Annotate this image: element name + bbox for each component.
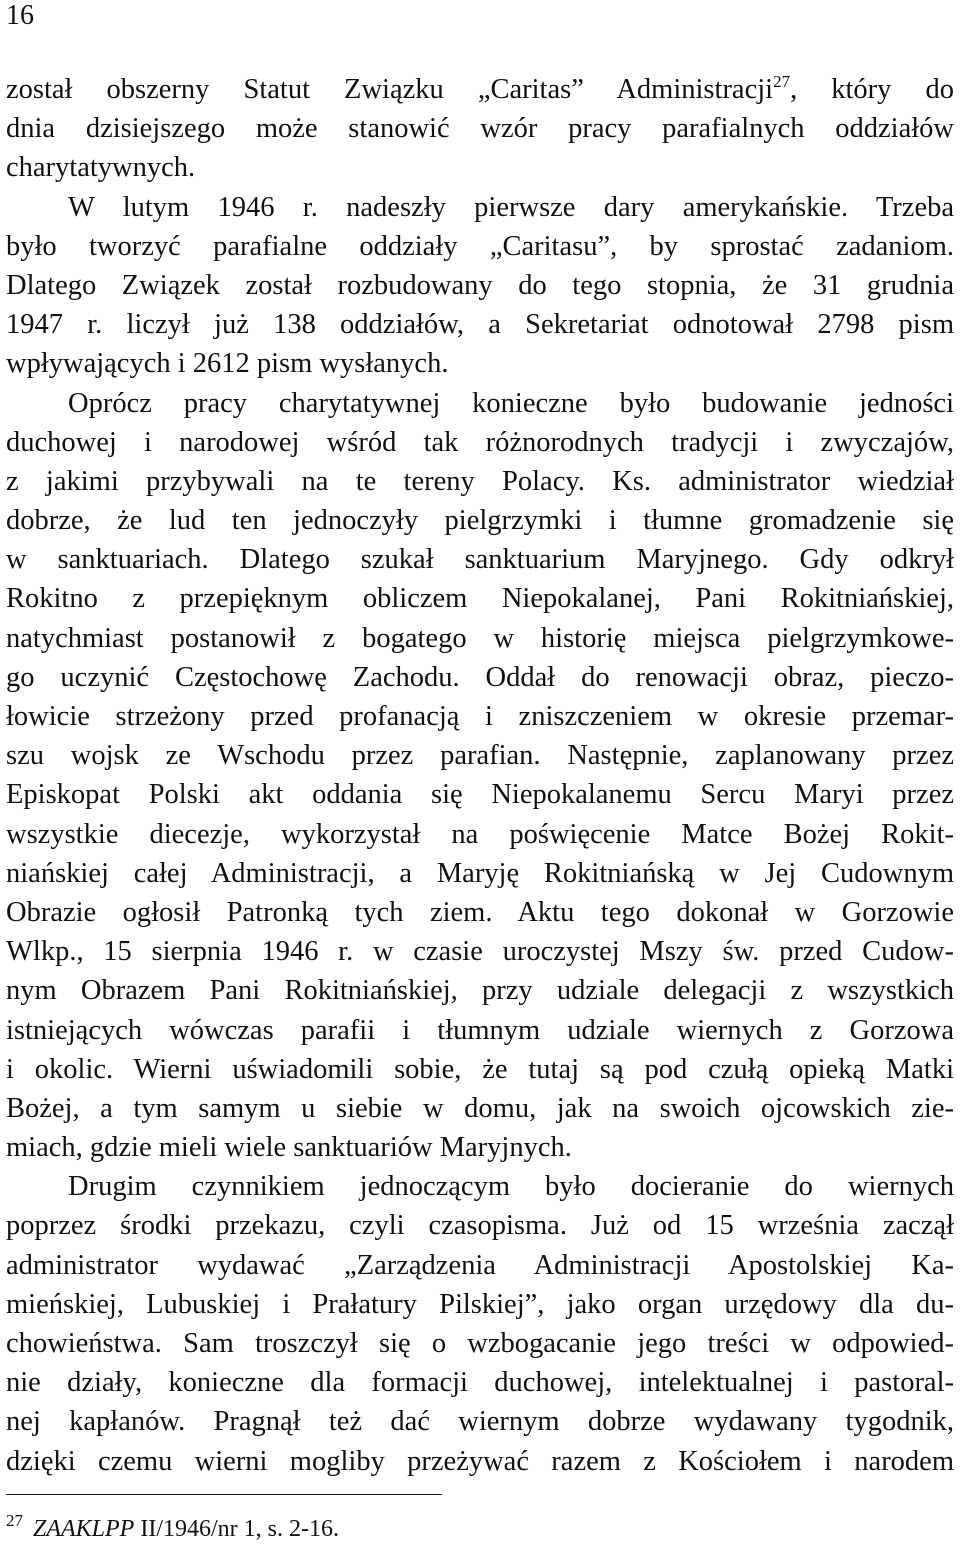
text-line: istniejących wówczas parafii i tłumnym udziale wiernych z Gorzowa [6, 1014, 954, 1046]
text-line: Episkopat Polski akt oddania się Niepokalanemu Sercu Maryi przez [6, 779, 954, 811]
text-line: poprzez środki przekazu, czyli czasopisma. Już od 15 września zaczął [6, 1210, 954, 1242]
text-line: 1947 r. liczył już 138 oddziałów, a Sekretariat odnotował 2798 pism [6, 309, 954, 341]
text-line: natychmiast postanowił z bogatego w historię miejsca pielgrzymkowe- [6, 622, 954, 654]
text-line: Drugim czynnikiem jednoczącym było docieranie do wiernych [68, 1171, 954, 1203]
text-line: charytatywnych. [6, 152, 196, 184]
text-line: chowieństwa. Sam troszczył się o wzbogacanie jego treści w odpowied- [6, 1328, 954, 1359]
footnote [6, 1504, 339, 1546]
text-line: szu wojsk ze Wschodu przez parafian. Następnie, zaplanowany przez [6, 740, 954, 772]
text-line: nie działy, konieczne dla formacji duchowej, intelektualnej i pastoral- [6, 1367, 954, 1399]
text-line: niańskiej całej Administracji, a Maryję Rokitniańską w Jej Cudownym [6, 857, 954, 889]
text-line: go uczynić Częstochowę Zachodu. Oddał do renowacji obraz, pieczo- [6, 661, 954, 693]
text-line: w sanktuariach. Dlatego szukał sanktuarium Maryjnego. Gdy odkrył [6, 544, 954, 576]
text-line: Dlatego Związek został rozbudowany do tego stopnia, że 31 grudnia [6, 269, 954, 301]
footnote-source-title: ZAAKLPP [33, 1516, 135, 1542]
text-line: dzięki czemu wierni mogliby przeżywać razem z Kościołem i narodem [6, 1445, 954, 1477]
text-line: łowicie strzeżony przed profanacją i zniszczeniem w okresie przemar- [6, 701, 954, 732]
text-line: administrator wydawać „Zarządzenia Administracji Apostolskiej Ka- [6, 1249, 954, 1281]
text-line: Obrazie ogłosił Patronką tych ziem. Aktu tego dokonał w Gorzowie [6, 896, 954, 928]
text-line: dobrze, że lud ten jednoczyły pielgrzymki i tłumne gromadzenie się [6, 505, 954, 537]
text-line: duchowej i narodowej wśród tak różnorodnych tradycji i zwyczajów, [6, 426, 954, 458]
page-number: 16 [6, 0, 34, 31]
text-line: Oprócz pracy charytatywnej konieczne było budowanie jedności [68, 387, 954, 419]
footnote-separator [6, 1494, 442, 1495]
text-line: było tworzyć parafialne oddziały „Caritasu”, by sprostać zadaniom. [6, 230, 954, 262]
text-line: Rokitno z przepięknym obliczem Niepokalanej, Pani Rokitniańskiej, [6, 583, 954, 615]
text-line: miach, gdzie mieli wiele sanktuariów Maryjnych. [6, 1132, 572, 1164]
text-line: wpływających i 2612 pism wysłanych. [6, 348, 449, 380]
text-line: W lutym 1946 r. nadeszły pierwsze dary amerykańskie. Trzeba [68, 191, 954, 223]
text-line: dnia dzisiejszego może stanowić wzór pracy parafialnych oddziałów [6, 113, 954, 145]
footnote-citation: II/1946/nr 1, s. 2-16. [134, 1516, 339, 1542]
text-line: Wlkp., 15 sierpnia 1946 r. w czasie uroczystej Mszy św. przed Cudow- [6, 936, 954, 968]
text-line: Bożej, a tym samym u siebie w domu, jak na swoich ojcowskich zie- [6, 1092, 954, 1124]
footnote-reference: 27 [773, 72, 791, 91]
footnote-number: 27 [6, 1511, 23, 1530]
text-line: wszystkie diecezje, wykorzystał na poświęcenie Matce Bożej Rokit- [6, 818, 954, 850]
text-line: i okolic. Wierni uświadomili sobie, że tutaj są pod czułą opieką Matki [6, 1053, 954, 1085]
text-line: z jakimi przybywali na te tereny Polacy. Ks. administrator wiedział [6, 465, 954, 497]
text-line: został obszerny Statut Związku „Caritas” Administracji$^{27}$, który do [6, 72, 954, 105]
text-line: nym Obrazem Pani Rokitniańskiej, przy udziale delegacji z wszystkich [6, 975, 954, 1007]
body-text [6, 70, 954, 1481]
text-line: mieńskiej, Lubuskiej i Prałatury Pilskiej”, jako organ urzędowy dla du- [6, 1288, 954, 1320]
text-line: nej kapłanów. Pragnął też dać wiernym dobrze wydawany tygodnik, [6, 1406, 954, 1438]
